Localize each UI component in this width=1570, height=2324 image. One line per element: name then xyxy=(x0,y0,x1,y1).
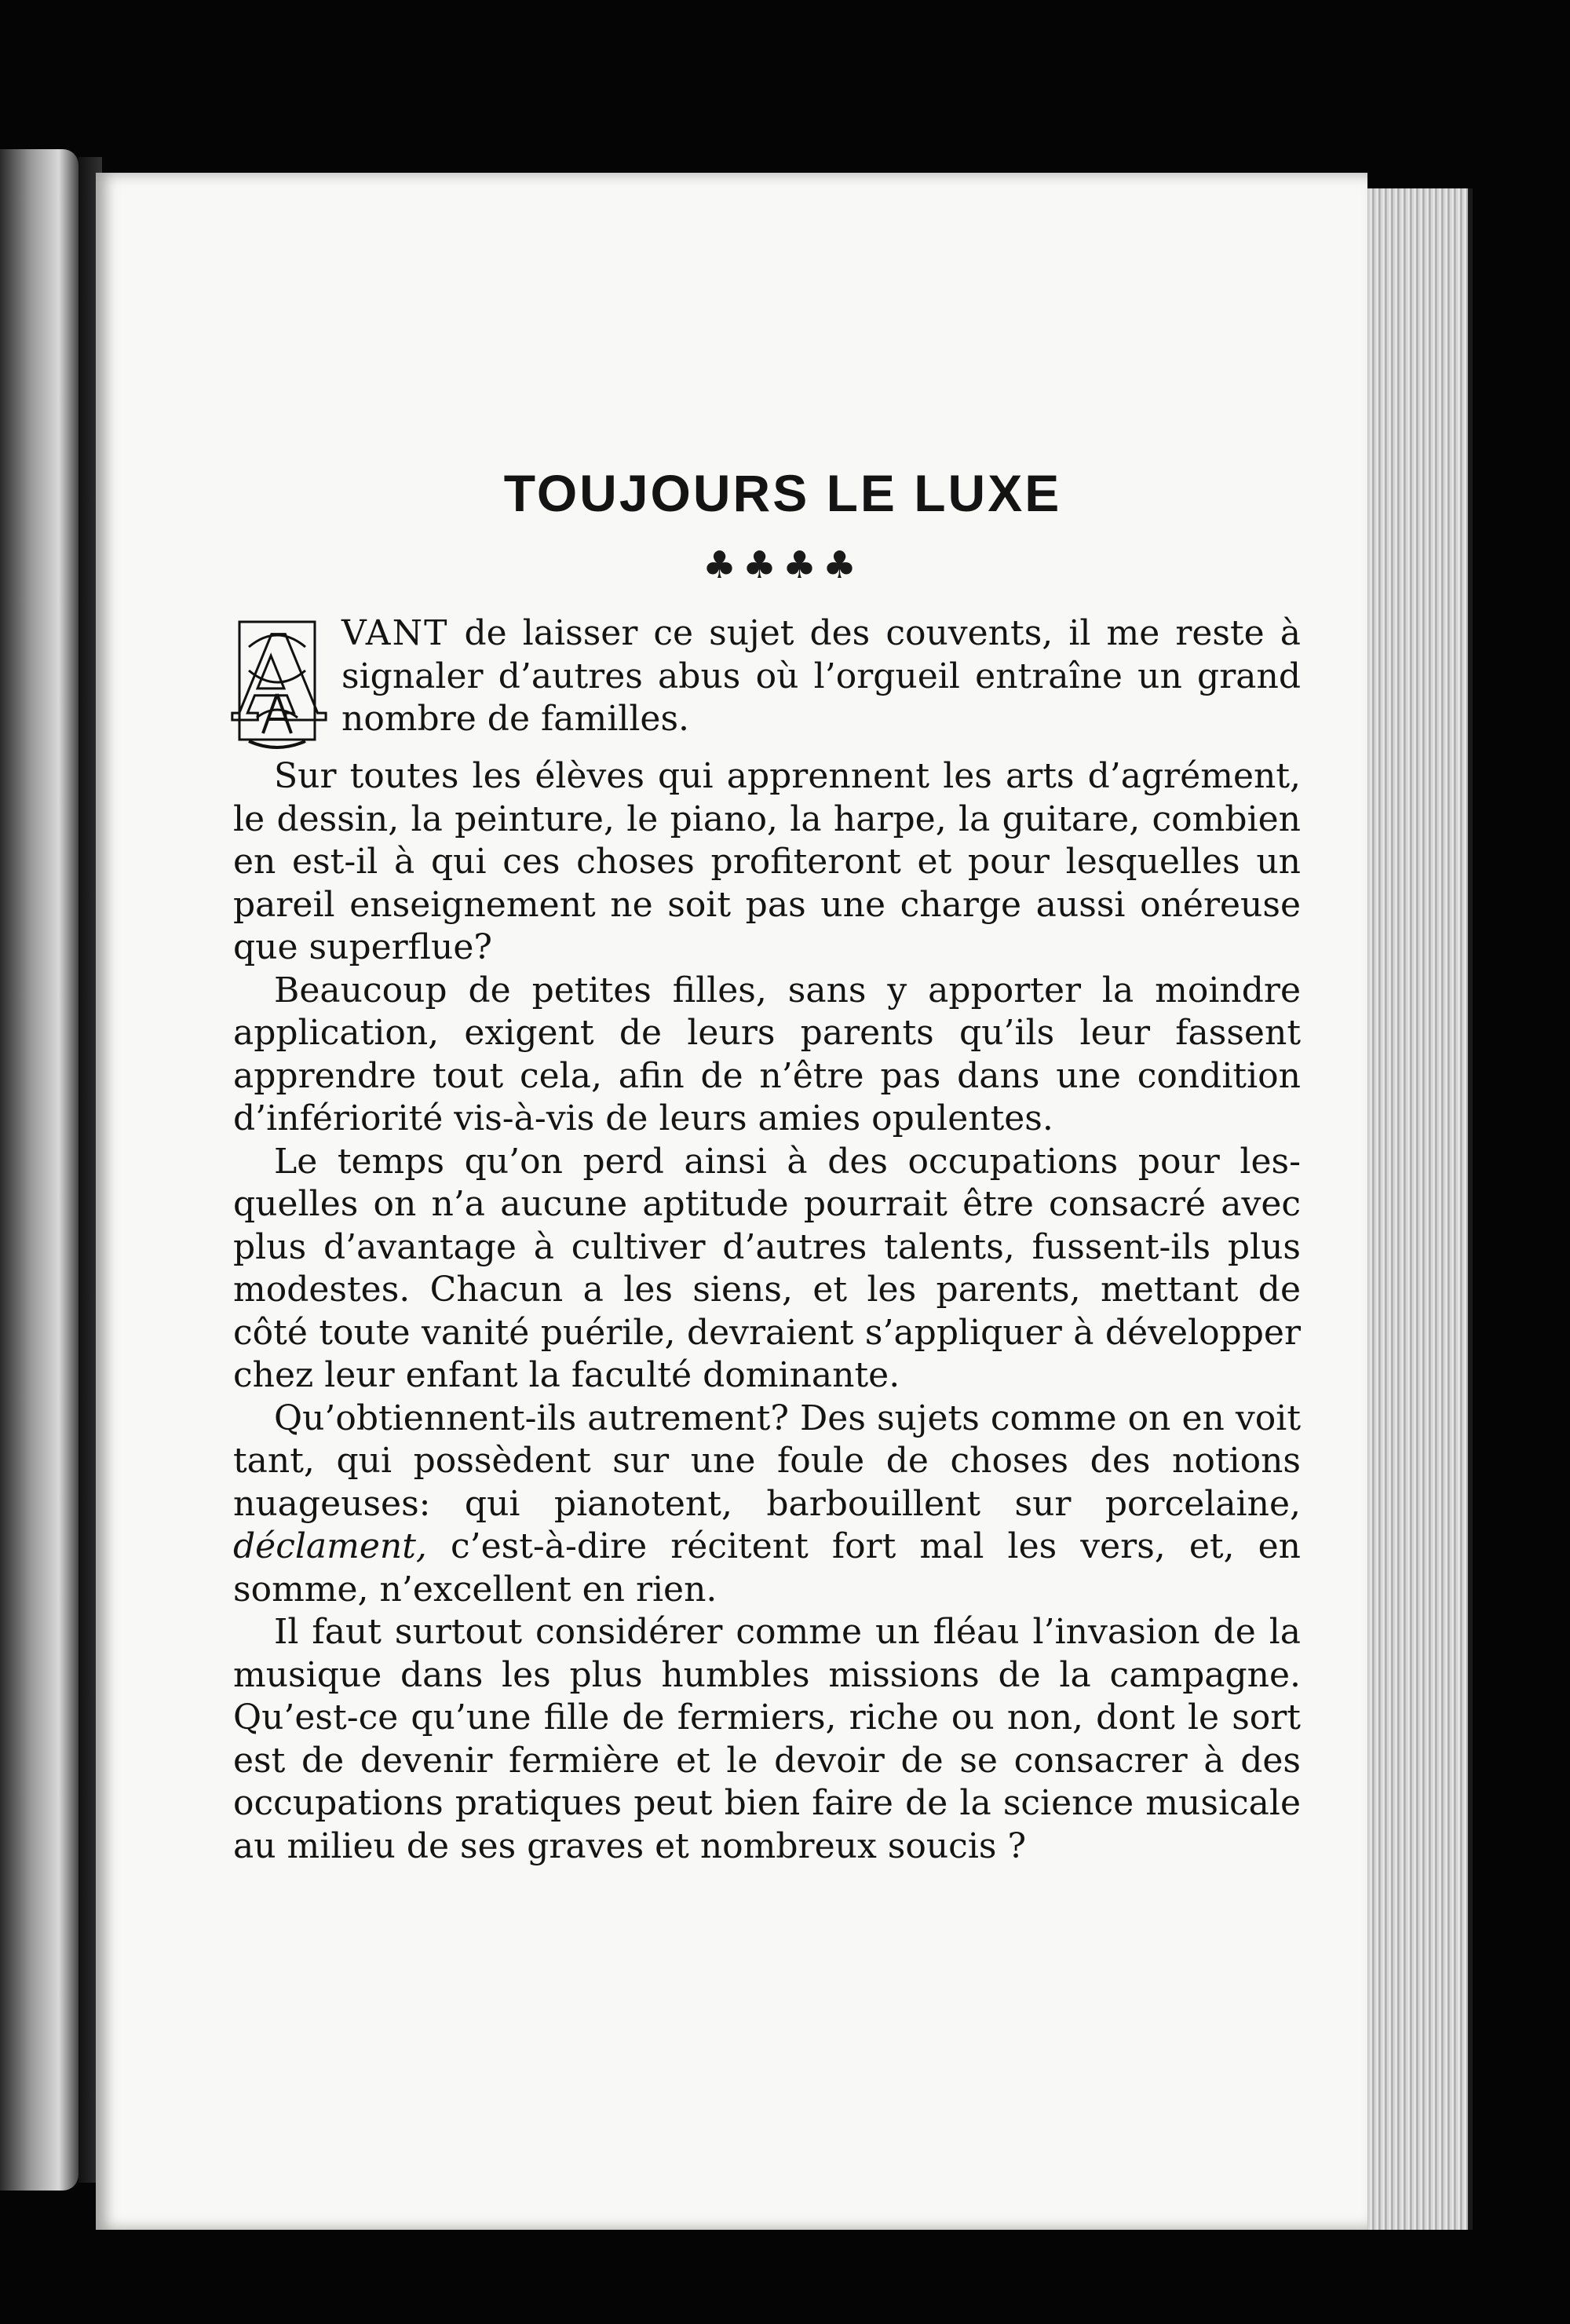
paragraph-5-text-b: c’est-à-dire récitent fort mal les vers, et, en somme, n’excellent en rien. xyxy=(233,1526,1301,1610)
drop-cap-letter: A xyxy=(233,610,325,748)
paragraph-2: Sur toutes les élèves qui apprennent les arts d’agrément, le dessin, la peinture, le piano, la harpe, la guitare, combien en est-il à qui ces choses profiteront et pour lesquelles un pareil enseignement ne soit pas une charge aussi onéreuse que superflue? xyxy=(233,756,1301,967)
left-page-edge xyxy=(0,149,78,2191)
chapter-title: TOUJOURS LE LUXE xyxy=(503,464,1062,522)
paragraph-5-italic: déclament, xyxy=(233,1526,427,1566)
paragraph-4: Le temps qu’on perd ainsi à des occupations pour lesquelles on n’a aucune aptitude pourrait être consacré avec plus d’avantage à cultiver d’autres talents, fussent-ils plus modestes. Chacun a les siens, et les parents, mettant de côté toute vanité puérile, devraient s’appliquer à développer chez leur enfant la faculté dominante. xyxy=(233,1141,1301,1395)
paragraph-5-text-a: Qu’obtiennent-ils autrement? Des sujets comme on en voit tant, qui possèdent sur une foule de choses des notions nuageuses: qui pianotent, barbouillent sur porcelaine, xyxy=(233,1398,1301,1524)
page-content xyxy=(233,463,1301,1868)
book-page xyxy=(96,173,1367,2230)
paragraph-5 xyxy=(233,1398,1301,1612)
page-stack-edge xyxy=(1350,188,1473,2230)
club-ornament-row: ♣♣♣♣ xyxy=(702,543,864,587)
paragraph-3: Beaucoup de petites filles, sans y apporter la moindre application, exigent de leurs parents qu’ils leur fassent apprendre tout cela, afin de n’être pas dans une condition d’infériorité vis-à-vis de leurs amies opulentes. xyxy=(233,970,1301,1138)
first-word-smallcaps: VANT xyxy=(341,613,449,653)
decorated-drop-cap xyxy=(233,610,325,755)
paragraph-1 xyxy=(233,610,1301,748)
paragraph-1-text: de laisser ce sujet des couvents, il me reste à signaler d’autres abus où l’orgueil entraîne un grand nombre de familles. xyxy=(341,613,1301,739)
paragraph-6: Il faut surtout considérer comme un fléau l’invasion de la musique dans les plus humbles missions de la campagne. Qu’est-ce qu’une fille de fermiers, riche ou non, dont le sort est de devenir fermière et le devoir de se consacrer à des occupations pratiques peut bien faire de la science musicale au milieu de ses graves et nombreux soucis ? xyxy=(233,1612,1301,1866)
